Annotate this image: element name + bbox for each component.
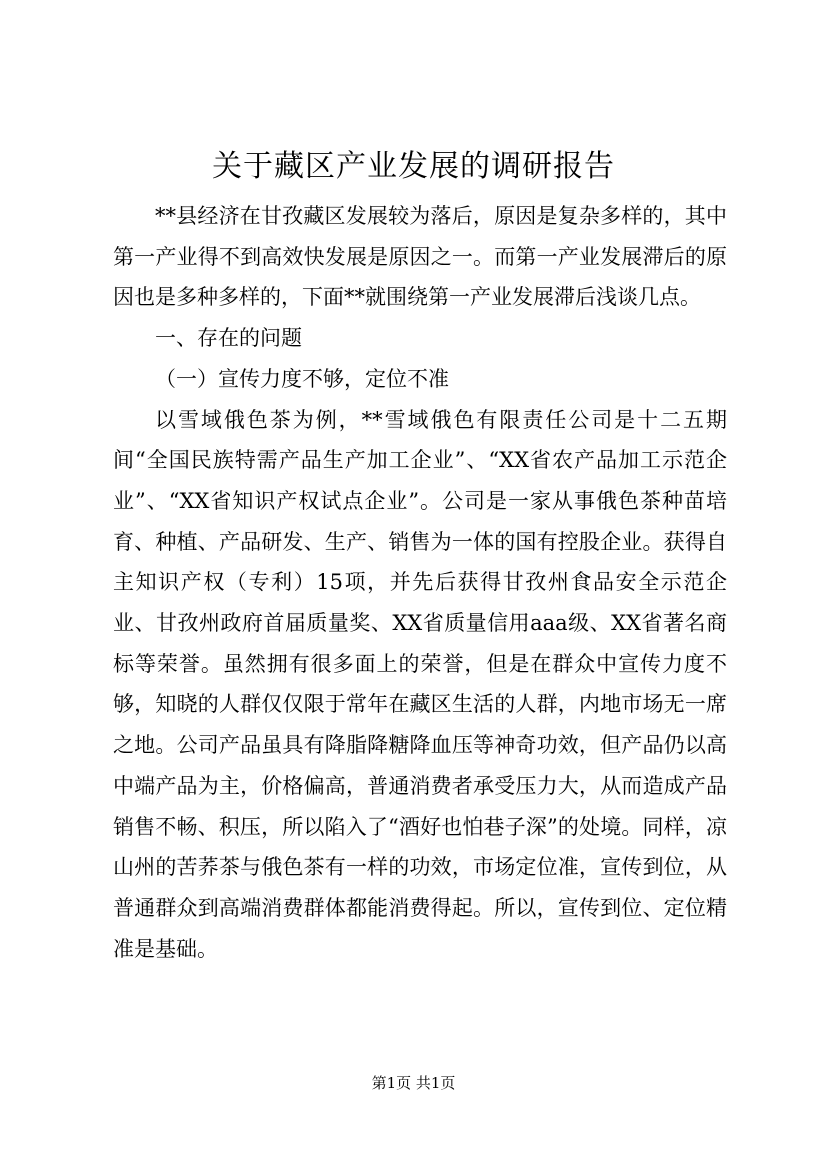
- subsection-heading: （一）宣传力度不够，定位不准: [155, 366, 449, 391]
- page-footer: 第1页 共1页: [371, 1074, 456, 1092]
- document-body: [113, 196, 727, 969]
- intro-paragraph: **县经济在甘孜藏区发展较为落后，原因是复杂多样的，其中第一产业得不到高效快发展是原因之一。而第一产业发展滞后的原因也是多种多样的，下面**就围绕第一产业发展滞后浅谈几点。: [113, 204, 727, 310]
- document-title: 关于藏区产业发展的调研报告: [212, 149, 615, 184]
- section-heading: 一、存在的问题: [155, 326, 302, 351]
- body-paragraph: 以雪域俄色茶为例，**雪域俄色有限责任公司是十二五期间“全国民族特需产品生产加工企业”、“XX省农产品加工示范企业”、“XX省知识产权试点企业”。公司是一家从事俄色茶种苗培育、种植、产品研发、生产、销售为一体的国有控股企业。获得自主知识产权（专利）15项，并先后获得甘孜州食品安全示范企业、甘孜州政府首届质量奖、XX省质量信用aaa级、XX省著名商标等荣誉。虽然拥有很多面上的荣誉，但是在群众中宣传力度不够，知晓的人群仅仅限于常年在藏区生活的人群，内地市场无一席之地。公司产品虽具有降脂降糖降血压等神奇功效，但产品仍以高中端产品为主，价格偏高，普通消费者承受压力大，从而造成产品销售不畅、积压，所以陷入了“酒好也怕巷子深”的处境。同样，凉山州的苦荞茶与俄色茶有一样的功效，市场定位准，宣传到位，从普通群众到高端消费群体都能消费得起。所以，宣传到位、定位精准是基础。: [113, 407, 727, 961]
